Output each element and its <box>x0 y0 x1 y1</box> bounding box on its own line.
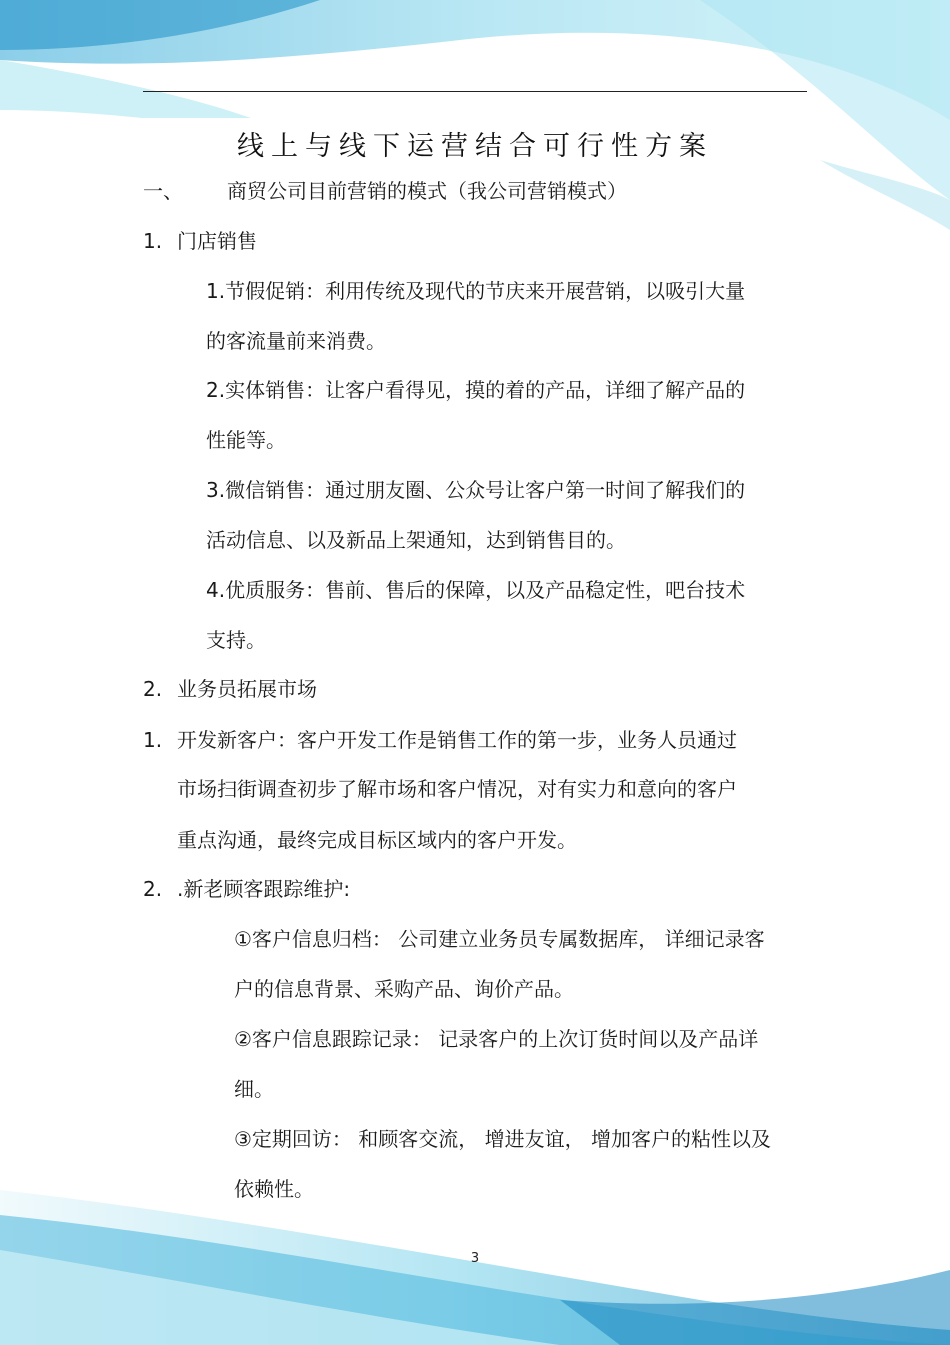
header-rule <box>143 91 807 92</box>
paragraph-line: ①客户信息归档： 公司建立业务员专属数据库， 详细记录客 <box>234 927 765 951</box>
list-number: 1. <box>143 728 163 752</box>
list-item-customer-tracking <box>143 877 350 901</box>
section-marker: 一、 <box>143 179 183 203</box>
list-number: 1. <box>143 229 163 253</box>
paragraph-line: 重点沟通，最终完成目标区域内的客户开发。 <box>177 828 577 852</box>
list-number: 2. <box>143 877 163 901</box>
list-number: 2. <box>143 677 163 701</box>
paragraph-line: 细。 <box>234 1077 274 1101</box>
section-heading-text: 商贸公司目前营销的模式（我公司营销模式） <box>227 179 627 203</box>
section-heading <box>143 179 627 203</box>
paragraph-line: 性能等。 <box>206 428 286 452</box>
paragraph-line: 4.优质服务：售前、售后的保障，以及产品稳定性，吧台技术 <box>206 578 746 602</box>
document-title: 线上与线下运营结合可行性方案 <box>143 118 807 168</box>
list-label: 业务员拓展市场 <box>177 677 317 701</box>
paragraph-line: 活动信息、以及新品上架通知，达到销售目的。 <box>206 528 626 552</box>
paragraph-line: 市场扫街调查初步了解市场和客户情况，对有实力和意向的客户 <box>177 777 737 801</box>
paragraph-line: 3.微信销售：通过朋友圈、公众号让客户第一时间了解我们的 <box>206 478 746 502</box>
paragraph-line: 的客流量前来消费。 <box>206 329 386 353</box>
paragraph-line: ③定期回访： 和顾客交流， 增进友谊， 增加客户的粘性以及 <box>234 1127 772 1151</box>
paragraph-line: 户的信息背景、采购产品、询价产品。 <box>234 977 574 1001</box>
paragraph-line: 依赖性。 <box>234 1177 314 1201</box>
paragraph-line: 1.节假促销：利用传统及现代的节庆来开展营销，以吸引大量 <box>206 279 746 303</box>
page-number: 3 <box>470 1251 480 1266</box>
list-item-store-sales <box>143 229 257 253</box>
paragraph-line: 支持。 <box>206 628 266 652</box>
paragraph-line: 开发新客户：客户开发工作是销售工作的第一步，业务人员通过 <box>177 728 737 752</box>
paragraph-line: 2.实体销售：让客户看得见，摸的着的产品，详细了解产品的 <box>206 378 746 402</box>
list-item-new-customers <box>143 728 737 752</box>
paragraph-line: ②客户信息跟踪记录： 记录客户的上次订货时间以及产品详 <box>234 1027 759 1051</box>
list-label: .新老顾客跟踪维护: <box>177 877 351 901</box>
list-item-sales-expansion <box>143 677 317 701</box>
list-label: 门店销售 <box>177 229 257 253</box>
